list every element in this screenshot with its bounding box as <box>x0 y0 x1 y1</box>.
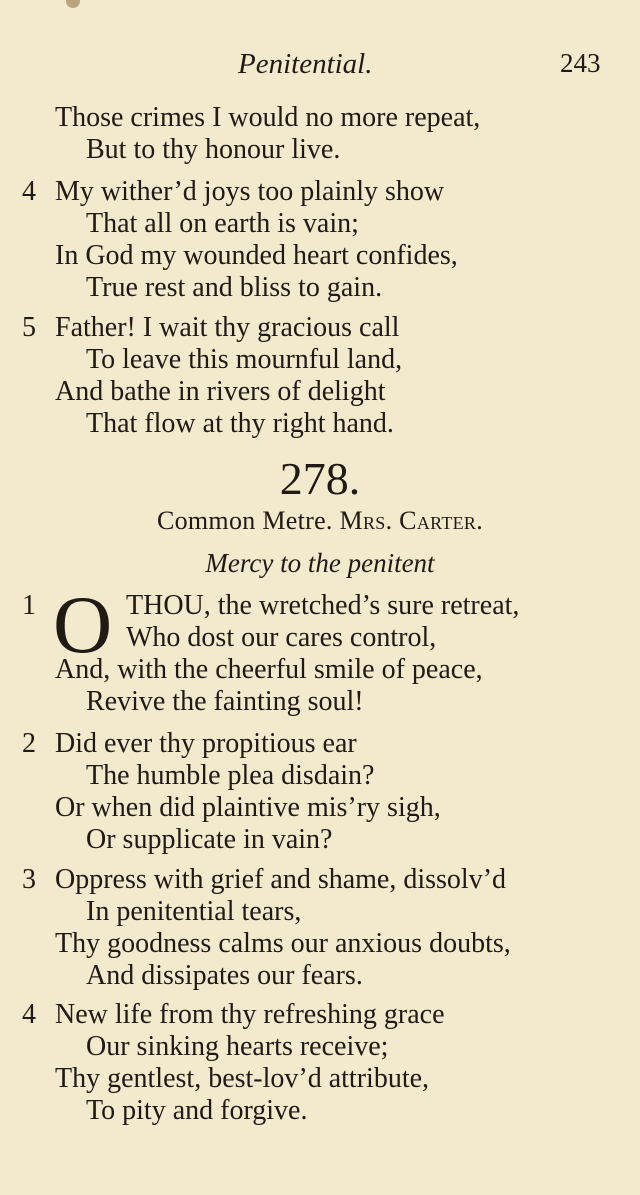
verse-line: Or when did plaintive mis’ry sigh, <box>55 792 441 823</box>
verse-line: And bathe in rivers of delight <box>55 376 386 407</box>
verse-line: Or supplicate in vain? <box>86 824 333 855</box>
verse-line: To pity and forgive. <box>86 1095 308 1126</box>
hymn-subtitle: Mercy to the penitent <box>205 548 435 578</box>
hymn-number: 278. <box>279 453 361 504</box>
verse-line: True rest and bliss to gain. <box>86 272 383 303</box>
stanza-2 <box>0 728 640 856</box>
verse-line: Thy gentlest, best-lov’d attribute, <box>55 1063 430 1094</box>
stanza-3 <box>0 864 640 992</box>
verse-line: Those crimes I would no more repeat, <box>55 102 481 133</box>
verse-line: THOU, the wretched’s sure retreat, <box>126 590 520 621</box>
verse-line: Revive the fainting soul! <box>86 686 364 717</box>
drop-cap: O <box>53 579 113 670</box>
stanza-prev-4 <box>0 176 640 304</box>
verse-line: That all on earth is vain; <box>86 208 359 239</box>
verse-line: Oppress with grief and shame, dissolv’d <box>55 864 507 895</box>
verse-line: In penitential tears, <box>86 896 302 927</box>
verse-line: Our sinking hearts receive; <box>86 1031 389 1062</box>
verse-line: And dissipates our fears. <box>86 960 363 991</box>
running-title: Penitential. <box>238 48 373 80</box>
verse-line: Who dost our cares control, <box>126 622 437 653</box>
verse-line: In God my wounded heart confides, <box>55 240 458 271</box>
verse-line: Thy goodness calms our anxious doubts, <box>55 928 511 959</box>
stanza-number: 4 <box>22 999 36 1030</box>
stanza-continuation <box>0 102 640 166</box>
page-number: 243 <box>560 48 601 78</box>
hymn-author: Mrs. Carter. <box>339 506 484 535</box>
verse-line: Did ever thy propitious ear <box>55 728 357 759</box>
stanza-prev-5 <box>0 312 640 440</box>
stanza-4 <box>0 999 640 1127</box>
verse-line: That flow at thy right hand. <box>86 408 394 439</box>
stanza-number: 3 <box>22 864 36 895</box>
stanza-number: 1 <box>22 590 36 621</box>
verse-line: My wither’d joys too plainly show <box>55 176 445 207</box>
verse-line: To leave this mournful land, <box>86 344 403 375</box>
ink-stain <box>66 0 80 8</box>
stanza-number: 5 <box>22 312 36 343</box>
verse-line: New life from thy refreshing grace <box>55 999 445 1030</box>
verse-line: But to thy honour live. <box>86 134 341 165</box>
stanza-number: 4 <box>22 176 36 207</box>
verse-line: The humble plea disdain? <box>86 760 375 791</box>
verse-line: Father! I wait thy gracious call <box>55 312 400 343</box>
verse-line: And, with the cheerful smile of peace, <box>55 654 483 685</box>
running-head <box>0 48 640 84</box>
stanza-number: 2 <box>22 728 36 759</box>
hymn-metre-line <box>0 506 640 536</box>
hymn-metre: Common Metre. <box>156 506 333 535</box>
